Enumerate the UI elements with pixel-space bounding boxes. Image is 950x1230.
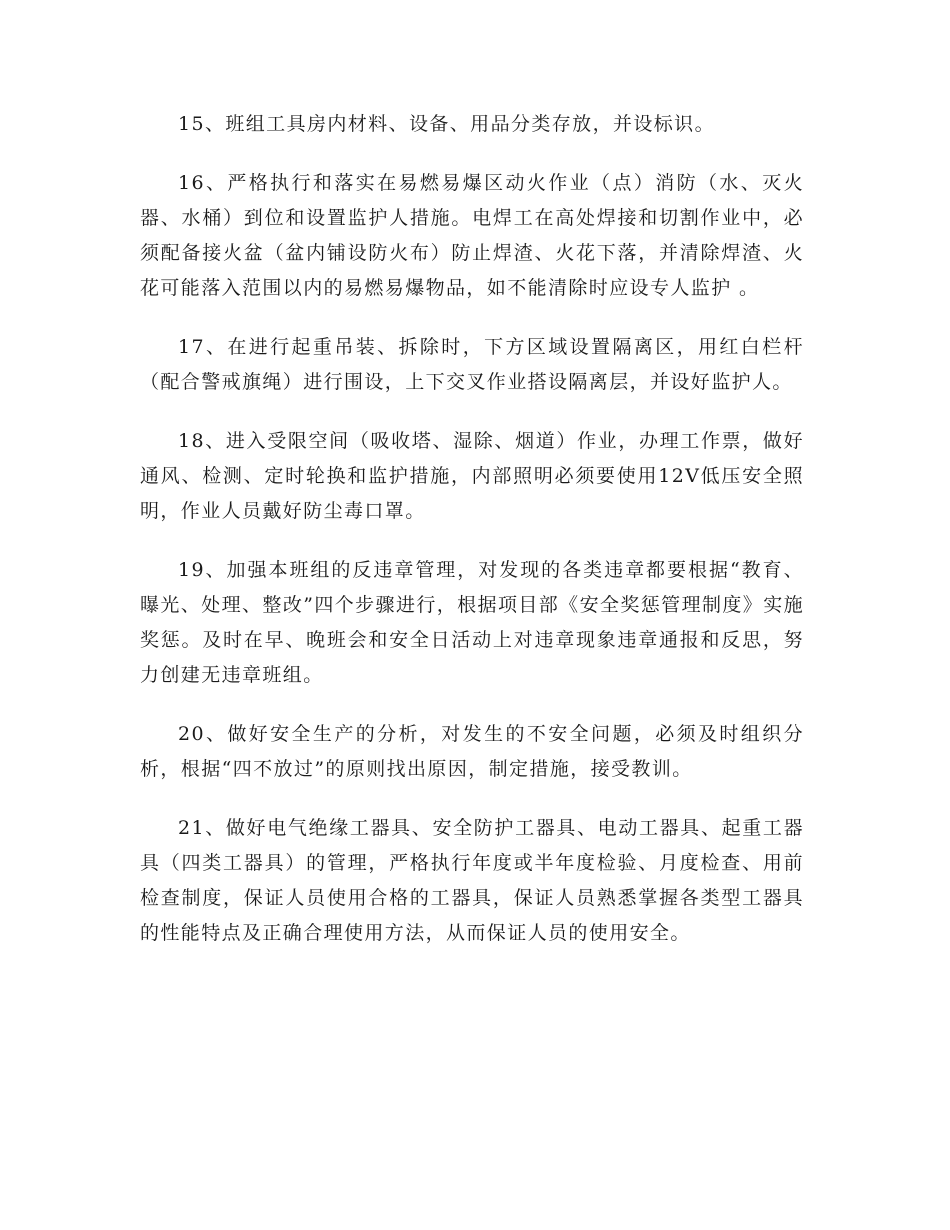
paragraph-item-16: 16、严格执行和落实在易燃易爆区动火作业（点）消防（水、灭火器、水桶）到位和设置监护人措施。电焊工在高处焊接和切割作业中，必须配备接火盆（盆内铺设防火布）防止焊渣、火花下落，并清除焊渣、火花可能落入范围以内的易燃易爆物品，如不能清除时应设专人监护 。 bbox=[140, 172, 804, 299]
paragraph-item-21: 21、做好电气绝缘工器具、安全防护工器具、电动工器具、起重工器具（四类工器具）的管理，严格执行年度或半年度检验、月度检查、用前检查制度，保证人员使用合格的工器具，保证人员熟悉掌握各类型工器具的性能特点及正确合理使用方法，从而保证人员的使用安全。 bbox=[140, 817, 804, 944]
paragraph-item-18: 18、进入受限空间（吸收塔、湿除、烟道）作业，办理工作票，做好通风、检测、定时轮换和监护措施，内部照明必须要使用12V低压安全照明，作业人员戴好防尘毒口罩。 bbox=[140, 430, 804, 522]
paragraph-item-15: 15、班组工具房内材料、设备、用品分类存放，并设标识。 bbox=[178, 113, 715, 135]
document-body bbox=[140, 107, 804, 975]
paragraph-item-17: 17、在进行起重吊装、拆除时，下方区域设置隔离区，用红白栏杆（配合警戒旗绳）进行围设，上下交叉作业搭设隔离层，并设好监护人。 bbox=[140, 336, 804, 393]
paragraph-item-20: 20、做好安全生产的分析，对发生的不安全问题，必须及时组织分析，根据“四不放过”的原则找出原因，制定措施，接受教训。 bbox=[140, 723, 804, 780]
paragraph-item-19: 19、加强本班组的反违章管理，对发现的各类违章都要根据“教育、曝光、处理、整改”四个步骤进行，根据项目部《安全奖惩管理制度》实施奖惩。及时在早、晚班会和安全日活动上对违章现象违章通报和反思，努力创建无违章班组。 bbox=[140, 559, 804, 686]
